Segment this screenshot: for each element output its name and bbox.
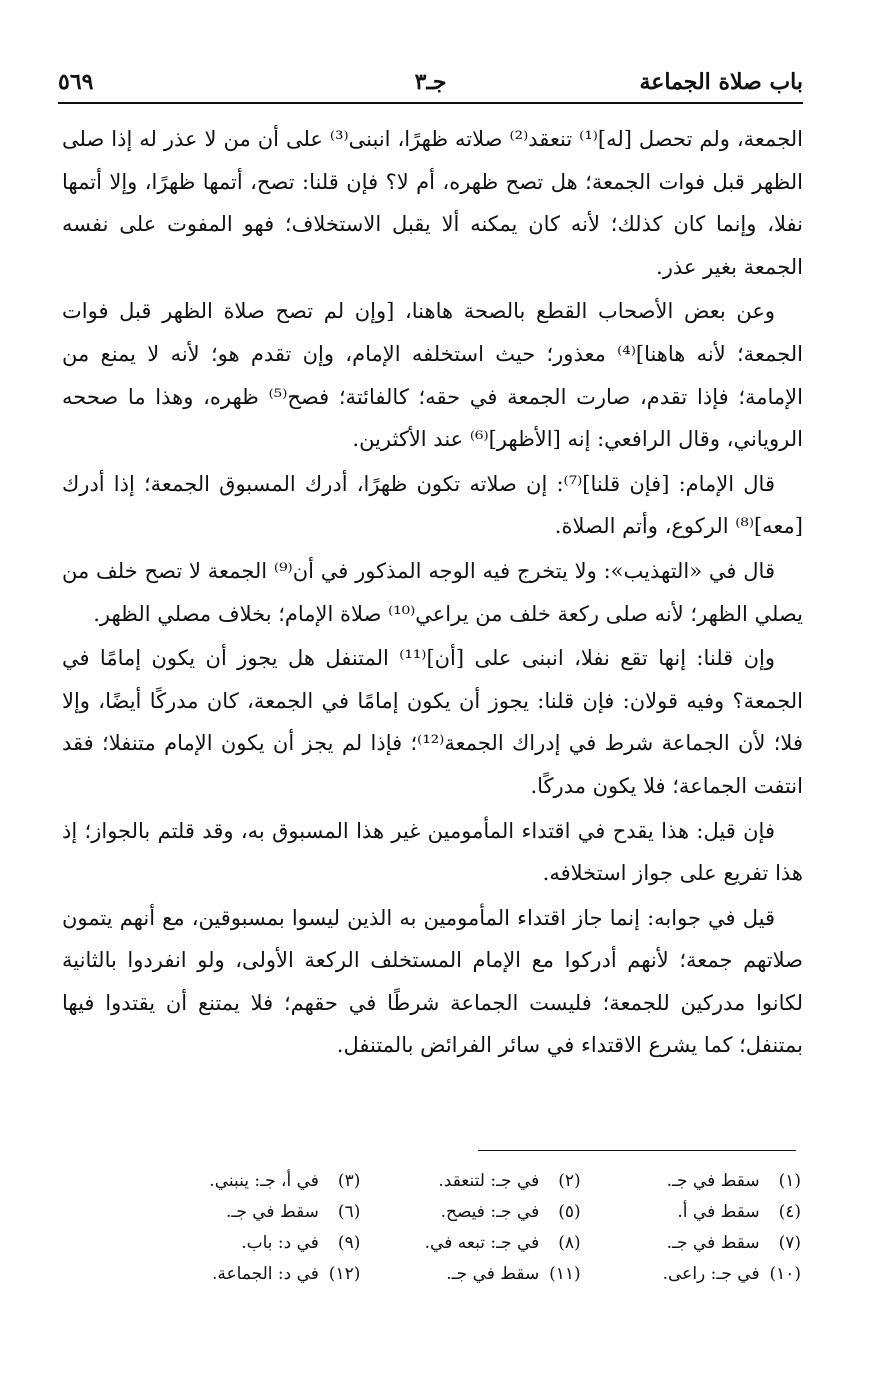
- footnote: (٥) في جـ: فيصح.: [440, 1202, 581, 1222]
- footnote: (١٠) في جـ: راعى.: [662, 1264, 801, 1284]
- footnote-divider: [478, 1150, 796, 1151]
- footnotes: [160, 1166, 801, 1290]
- footnote: (٤) سقط في أ.: [677, 1202, 801, 1222]
- paragraph: فإن قيل: هذا يقدح في اقتداء المأمومين غير هذا المسبوق به، وقد قلتم بالجواز؛ إذ هذا تفريع على جواز استخلافه.: [62, 818, 803, 886]
- footnote: (٣) في أ، جـ: ينبني.: [209, 1171, 361, 1191]
- running-header: [58, 62, 803, 104]
- main-text: [62, 118, 803, 1069]
- page-number: ٥٦٩: [58, 69, 94, 95]
- paragraph: قال الإمام: [فإن قلنا]⁽⁷⁾: إن صلاته تكون ظهرًا، أدرك المسبوق الجمعة؛ إذا أدرك [معه]⁽⁸⁾ الركوع، وأتم الصلاة.: [62, 471, 803, 539]
- chapter-title: باب صلاة الجماعة: [639, 69, 803, 95]
- footnote: (٢) في جـ: لتنعقد.: [438, 1171, 581, 1191]
- paragraph: قيل في جوابه: إنما جاز اقتداء المأمومين به الذين ليسوا بمسبوقين، مع أنهم يتمون صلاتهم جمعة؛ لأنهم أدركوا مع الإمام المستخلف الركعة الأولى، ولو انفردوا بالثانية لكانوا مدركين للجمعة؛ فليست الجماعة شرطًا في حقهم؛ فلا يمتنع أن يقتدوا فيها بمتنفل؛ كما يشرع الاقتداء في سائر الفرائض بالمتنفل.: [62, 905, 803, 1058]
- footnote: (١٢) في د: الجماعة.: [211, 1264, 361, 1284]
- footnote: (١١) سقط في جـ.: [446, 1264, 581, 1284]
- paragraph: قال في «التهذيب»: ولا يتخرج فيه الوجه المذكور في أن⁽⁹⁾ الجمعة لا تصح خلف من يصلي الظهر؛ لأنه صلى ركعة خلف من يراعي⁽¹⁰⁾ صلاة الإمام؛ بخلاف مصلي الظهر.: [62, 558, 803, 626]
- footnote: (١) سقط في جـ.: [666, 1171, 801, 1191]
- footnote: (٦) سقط في جـ.: [225, 1202, 361, 1222]
- paragraph: وعن بعض الأصحاب القطع بالصحة هاهنا، [وإن لم تصح صلاة الظهر قبل فوات الجمعة؛ لأنه هاهنا]⁽⁴⁾ معذور؛ حيث استخلفه الإمام، وإن تقدم هو؛ لأنه لا يمنع من الإمامة؛ فإذا تقدم، صارت الجمعة في حقه؛ كالفائتة؛ فصح⁽⁵⁾ ظهره، وهذا ما صححه الروياني، وقال الرافعي: إنه [الأظهر]⁽⁶⁾ عند الأكثرين.: [62, 299, 803, 452]
- footnote: (٨) في جـ: تبعه في.: [424, 1233, 581, 1253]
- paragraph: الجمعة، ولم تحصل [له]⁽¹⁾ تنعقد⁽²⁾ صلاته ظهرًا، انبنى⁽³⁾ على أن من لا عذر له إذا صلى الظهر قبل فوات الجمعة؛ هل تصح ظهره، أم لا؟ فإن قلنا: تصح، أتمها ظهرًا، وإلا أتمها نفلا، وإنما كان كذلك؛ لأنه كان يمكنه ألا يقبل الاستخلاف؛ فهو المفوت على نفسه الجمعة بغير عذر.: [62, 127, 803, 279]
- paragraph: وإن قلنا: إنها تقع نفلا، انبنى على [أن]⁽¹¹⁾ المتنفل هل يجوز أن يكون إمامًا في الجمعة؟ وفيه قولان: فإن قلنا: يجوز أن يكون إمامًا في الجمعة، كان مدركًا أيضًا، وإلا فلا؛ لأن الجماعة شرط في إدراك الجمعة⁽¹²⁾؛ فإذا لم يجز أن يكون الإمام متنفلا؛ فقد انتفت الجماعة؛ فلا يكون مدركًا.: [62, 646, 803, 798]
- footnote: (٩) في د: باب.: [241, 1233, 361, 1253]
- footnote: (٧) سقط في جـ.: [666, 1233, 801, 1253]
- volume-label: جـ٣: [414, 69, 447, 95]
